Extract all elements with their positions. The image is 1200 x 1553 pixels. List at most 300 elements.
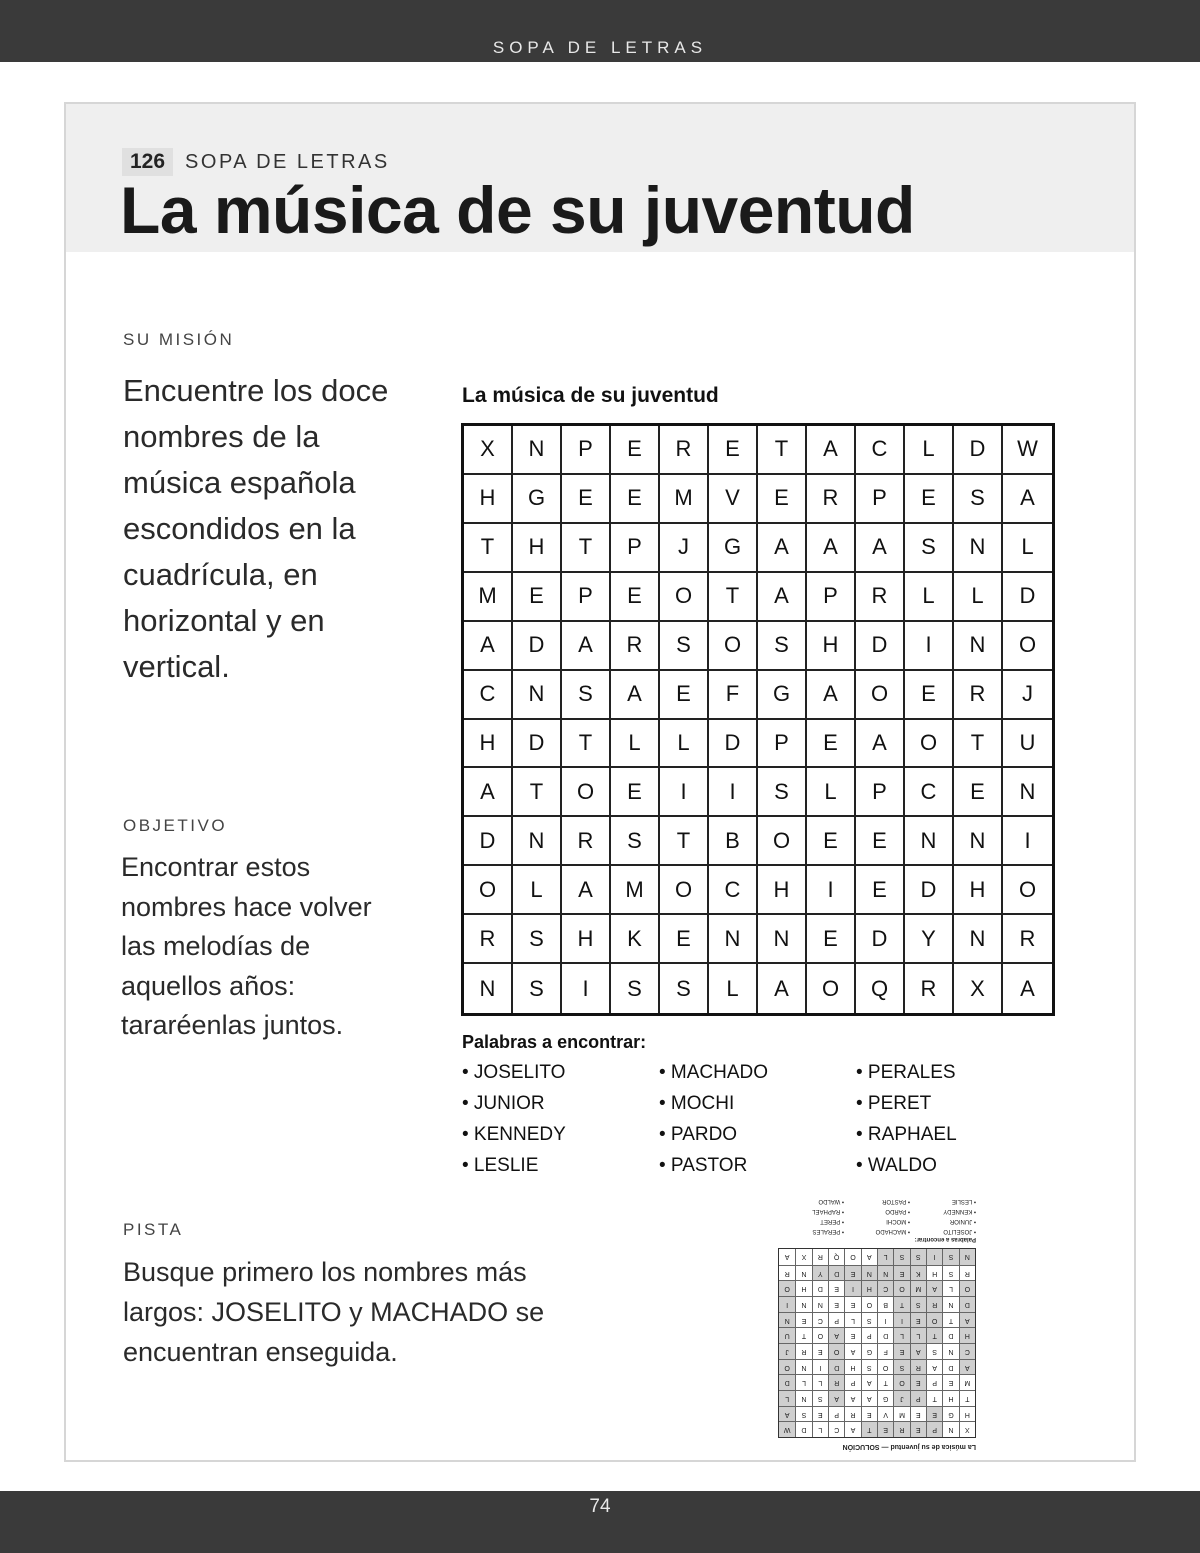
grid-cell[interactable]: O xyxy=(660,573,709,622)
solution-grid-cell: N xyxy=(795,1359,811,1375)
top-bar xyxy=(0,0,1200,62)
grid-cell[interactable]: E xyxy=(562,475,611,524)
word-list-item: • MOCHI xyxy=(659,1093,735,1114)
grid-cell[interactable]: N xyxy=(905,817,954,866)
page-number: 74 xyxy=(589,1496,611,1517)
grid-cell[interactable]: L xyxy=(807,768,856,817)
hint-label: PISTA xyxy=(123,1220,184,1239)
solution-grid-cell: N xyxy=(795,1265,811,1281)
grid-cell[interactable]: P xyxy=(807,573,856,622)
solution-grid-cell: T xyxy=(795,1327,811,1343)
solution-grid-cell: A xyxy=(959,1312,975,1328)
grid-cell[interactable]: P xyxy=(562,573,611,622)
solution-grid-cell: A xyxy=(844,1421,860,1437)
solution-word-item: • MOCHI xyxy=(886,1218,910,1224)
solution-grid-cell: W xyxy=(779,1421,795,1437)
grid-cell[interactable]: E xyxy=(611,475,660,524)
grid-cell[interactable]: A xyxy=(856,720,905,769)
solution-grid-cell: A xyxy=(861,1390,877,1406)
solution-word-item: • MACHADO xyxy=(875,1228,910,1234)
grid-cell[interactable]: E xyxy=(611,768,660,817)
grid-cell[interactable]: L xyxy=(954,573,1003,622)
solution-grid-cell: R xyxy=(779,1265,795,1281)
solution-grid-cell: S xyxy=(861,1312,877,1328)
grid-cell[interactable]: S xyxy=(758,622,807,671)
grid-cell[interactable]: A xyxy=(758,964,807,1013)
solution-grid-cell: S xyxy=(861,1359,877,1375)
solution-word-list xyxy=(772,1194,976,1234)
solution-grid-cell: H xyxy=(926,1265,942,1281)
grid-cell[interactable]: G xyxy=(758,671,807,720)
grid-cell[interactable]: W xyxy=(1003,426,1052,475)
grid-cell[interactable]: S xyxy=(513,915,562,964)
solution-word-item: • LESLIE xyxy=(951,1198,976,1204)
solution-grid-cell: E xyxy=(844,1296,860,1312)
word-list-item: • PERET xyxy=(856,1093,932,1114)
grid-cell[interactable]: X xyxy=(954,964,1003,1013)
grid-cell[interactable]: R xyxy=(1003,915,1052,964)
solution-word-item: • JUNIOR xyxy=(949,1218,976,1224)
grid-cell[interactable]: L xyxy=(611,720,660,769)
grid-cell[interactable]: E xyxy=(905,475,954,524)
solution-grid-cell: I xyxy=(779,1296,795,1312)
solution-grid-cell: R xyxy=(893,1421,909,1437)
word-list-item: • PERALES xyxy=(856,1062,956,1083)
solution-grid-cell: O xyxy=(926,1312,942,1328)
grid-cell[interactable]: R xyxy=(611,622,660,671)
solution-grid-cell: B xyxy=(877,1296,893,1312)
grid-cell[interactable]: S xyxy=(660,622,709,671)
grid-cell[interactable]: T xyxy=(513,768,562,817)
solution-grid-cell: G xyxy=(942,1406,958,1422)
solution-grid-cell: N xyxy=(861,1265,877,1281)
grid-cell[interactable]: N xyxy=(513,426,562,475)
solution-grid-cell: Y xyxy=(812,1265,828,1281)
solution-grid-cell: H xyxy=(861,1280,877,1296)
grid-cell[interactable]: A xyxy=(1003,475,1052,524)
grid-cell[interactable]: T xyxy=(562,524,611,573)
grid-cell[interactable]: S xyxy=(611,817,660,866)
grid-cell[interactable]: V xyxy=(709,475,758,524)
grid-cell[interactable]: E xyxy=(856,817,905,866)
grid-cell[interactable]: L xyxy=(905,426,954,475)
grid-cell[interactable]: I xyxy=(905,622,954,671)
grid-cell[interactable]: D xyxy=(513,622,562,671)
grid-cell[interactable]: H xyxy=(464,720,513,769)
solution-grid-cell: M xyxy=(959,1374,975,1390)
grid-cell[interactable]: N xyxy=(1003,768,1052,817)
solution-grid-cell: K xyxy=(910,1265,926,1281)
solution-grid-cell: O xyxy=(861,1296,877,1312)
grid-cell[interactable]: A xyxy=(758,573,807,622)
grid-cell[interactable]: I xyxy=(1003,817,1052,866)
grid-cell[interactable]: S xyxy=(905,524,954,573)
solution-grid-cell: H xyxy=(844,1359,860,1375)
solution-grid-cell: A xyxy=(844,1390,860,1406)
grid-cell[interactable]: N xyxy=(954,915,1003,964)
grid-cell[interactable]: O xyxy=(562,768,611,817)
solution-grid-cell: D xyxy=(828,1265,844,1281)
solution-word-list-heading: Palabras a encontrar: xyxy=(914,1236,976,1242)
grid-cell[interactable]: A xyxy=(464,622,513,671)
grid-cell[interactable]: R xyxy=(562,817,611,866)
grid-cell[interactable]: N xyxy=(709,915,758,964)
grid-cell[interactable]: A xyxy=(807,671,856,720)
grid-cell[interactable]: T xyxy=(562,720,611,769)
solution-grid-cell: A xyxy=(861,1374,877,1390)
grid-cell[interactable]: N xyxy=(513,671,562,720)
solution-grid-cell: C xyxy=(828,1421,844,1437)
word-list-item: • MACHADO xyxy=(659,1062,769,1083)
grid-cell[interactable]: D xyxy=(464,817,513,866)
solution-grid-cell: D xyxy=(959,1296,975,1312)
grid-cell[interactable]: H xyxy=(954,866,1003,915)
solution-grid-cell: N xyxy=(942,1343,958,1359)
mission-text: Encuentre los doce nombres de la música española escondidos en la cuadrícula, en horizontal y en vertical. xyxy=(123,373,389,684)
grid-cell[interactable]: I xyxy=(660,768,709,817)
grid-cell[interactable]: L xyxy=(1003,524,1052,573)
hint-text: Busque primero los nombres más largos: JOSELITO y MACHADO se encuentran enseguida. xyxy=(123,1257,545,1367)
grid-cell[interactable]: P xyxy=(856,475,905,524)
solution-grid-cell: H xyxy=(942,1390,958,1406)
grid-cell[interactable]: L xyxy=(709,964,758,1013)
grid-cell[interactable]: O xyxy=(905,720,954,769)
solution-grid-cell: N xyxy=(942,1421,958,1437)
solution-grid-cell: R xyxy=(844,1406,860,1422)
grid-cell[interactable]: D xyxy=(1003,573,1052,622)
solution-grid-cell: E xyxy=(893,1265,909,1281)
solution-panel xyxy=(772,1188,976,1450)
grid-cell[interactable]: I xyxy=(709,768,758,817)
solution-grid-cell: S xyxy=(910,1249,926,1265)
solution-grid-cell: T xyxy=(877,1374,893,1390)
solution-grid-cell: M xyxy=(910,1280,926,1296)
solution-grid-cell: E xyxy=(926,1406,942,1422)
solution-grid-cell: R xyxy=(926,1296,942,1312)
grid-cell[interactable]: P xyxy=(758,720,807,769)
grid-cell[interactable]: D xyxy=(856,915,905,964)
grid-cell[interactable]: S xyxy=(954,475,1003,524)
solution-grid-cell: L xyxy=(910,1327,926,1343)
grid-cell[interactable]: N xyxy=(954,817,1003,866)
grid-cell[interactable]: D xyxy=(905,866,954,915)
solution-grid-cell: E xyxy=(877,1421,893,1437)
solution-grid-cell: P xyxy=(861,1327,877,1343)
puzzle-number: 126 xyxy=(122,148,173,176)
grid-cell[interactable]: C xyxy=(709,866,758,915)
grid-cell[interactable]: S xyxy=(660,964,709,1013)
grid-cell[interactable]: E xyxy=(611,573,660,622)
grid-cell[interactable]: L xyxy=(905,573,954,622)
grid-cell[interactable]: N xyxy=(513,817,562,866)
grid-cell[interactable]: S xyxy=(513,964,562,1013)
solution-grid-cell: X xyxy=(795,1249,811,1265)
solution-grid-cell: O xyxy=(893,1374,909,1390)
grid-cell[interactable]: M xyxy=(611,866,660,915)
solution-grid-cell: H xyxy=(795,1280,811,1296)
grid-cell[interactable]: O xyxy=(660,866,709,915)
grid-cell[interactable]: R xyxy=(464,915,513,964)
solution-grid-cell: N xyxy=(942,1296,958,1312)
solution-grid-cell: A xyxy=(844,1343,860,1359)
solution-grid-cell: L xyxy=(779,1390,795,1406)
solution-word-item: • WALDO xyxy=(818,1198,844,1204)
grid-cell[interactable]: N xyxy=(954,622,1003,671)
solution-grid-cell: I xyxy=(893,1312,909,1328)
solution-word-item: • JOSELITO xyxy=(943,1228,976,1234)
grid-cell[interactable]: H xyxy=(562,915,611,964)
word-list-item: • LESLIE xyxy=(462,1155,539,1176)
word-list-item: • JOSELITO xyxy=(462,1062,566,1083)
solution-grid-cell: T xyxy=(926,1327,942,1343)
solution-grid-cell: N xyxy=(795,1296,811,1312)
word-list-item: • RAPHAEL xyxy=(856,1124,957,1145)
solution-grid-cell: E xyxy=(910,1374,926,1390)
grid-cell[interactable]: J xyxy=(1003,671,1052,720)
solution-grid-cell: D xyxy=(942,1327,958,1343)
objective-label: OBJETIVO xyxy=(123,816,228,835)
grid-cell[interactable]: K xyxy=(611,915,660,964)
grid-cell[interactable]: A xyxy=(856,524,905,573)
grid-cell[interactable]: R xyxy=(660,426,709,475)
grid-cell[interactable]: E xyxy=(758,475,807,524)
grid-cell[interactable]: N xyxy=(758,915,807,964)
grid-cell[interactable]: A xyxy=(807,524,856,573)
grid-cell[interactable]: H xyxy=(513,524,562,573)
solution-word-item: • PASTOR xyxy=(882,1198,910,1204)
word-list-heading: Palabras a encontrar: xyxy=(462,1032,647,1052)
solution-grid-cell: M xyxy=(893,1406,909,1422)
solution-grid-cell: G xyxy=(861,1343,877,1359)
solution-grid-cell: S xyxy=(926,1343,942,1359)
grid-cell[interactable]: B xyxy=(709,817,758,866)
solution-grid-cell: E xyxy=(893,1343,909,1359)
solution-grid-cell: C xyxy=(812,1312,828,1328)
grid-cell[interactable]: A xyxy=(562,866,611,915)
grid-cell[interactable]: P xyxy=(562,426,611,475)
grid-cell[interactable]: E xyxy=(807,915,856,964)
page-header xyxy=(66,104,1134,252)
grid-cell[interactable]: T xyxy=(464,524,513,573)
solution-grid-cell: E xyxy=(910,1312,926,1328)
solution-grid-cell: T xyxy=(942,1312,958,1328)
solution-grid-cell: E xyxy=(861,1406,877,1422)
solution-grid-cell: A xyxy=(959,1359,975,1375)
solution-grid-cell: P xyxy=(926,1421,942,1437)
grid-cell[interactable]: A xyxy=(758,524,807,573)
solution-grid-cell: R xyxy=(828,1374,844,1390)
solution-grid-cell: C xyxy=(959,1343,975,1359)
solution-grid-cell: T xyxy=(926,1390,942,1406)
grid-cell[interactable]: Q xyxy=(856,964,905,1013)
grid-cell[interactable]: R xyxy=(954,671,1003,720)
solution-grid-cell: L xyxy=(942,1280,958,1296)
bottom-bar xyxy=(0,1491,1200,1553)
grid-cell[interactable]: Y xyxy=(905,915,954,964)
solution-grid-cell: E xyxy=(942,1374,958,1390)
grid-cell[interactable]: I xyxy=(562,964,611,1013)
solution-grid-cell: D xyxy=(812,1280,828,1296)
grid-cell[interactable]: C xyxy=(856,426,905,475)
solution-grid-cell: N xyxy=(795,1390,811,1406)
grid-cell[interactable]: C xyxy=(905,768,954,817)
grid-cell[interactable]: E xyxy=(709,426,758,475)
grid-cell[interactable]: R xyxy=(905,964,954,1013)
grid-cell[interactable]: A xyxy=(562,622,611,671)
grid-cell[interactable]: E xyxy=(807,720,856,769)
solution-grid-cell: T xyxy=(959,1390,975,1406)
grid-cell[interactable]: D xyxy=(709,720,758,769)
grid-cell[interactable]: E xyxy=(856,866,905,915)
grid-cell[interactable]: M xyxy=(464,573,513,622)
word-list xyxy=(462,1062,1062,1186)
grid-cell[interactable]: P xyxy=(611,524,660,573)
grid-cell[interactable]: P xyxy=(856,768,905,817)
grid-cell[interactable]: H xyxy=(807,622,856,671)
solution-grid-cell: I xyxy=(812,1359,828,1375)
grid-cell[interactable]: O xyxy=(807,964,856,1013)
solution-grid-cell: T xyxy=(893,1296,909,1312)
solution-grid-cell: I xyxy=(926,1249,942,1265)
solution-grid-cell: L xyxy=(812,1374,828,1390)
solution-grid-cell: L xyxy=(812,1421,828,1437)
solution-word-item: • PARDO xyxy=(885,1208,910,1214)
solution-grid-cell: T xyxy=(861,1421,877,1437)
grid-cell[interactable]: G xyxy=(513,475,562,524)
grid-cell[interactable]: E xyxy=(954,768,1003,817)
grid-cell[interactable]: S xyxy=(758,768,807,817)
grid-cell[interactable]: H xyxy=(464,475,513,524)
grid-cell[interactable]: O xyxy=(709,622,758,671)
puzzle-page-frame xyxy=(64,102,1136,1462)
solution-grid-cell: A xyxy=(861,1249,877,1265)
puzzle-title: La música de su juventud xyxy=(462,384,719,407)
grid-cell[interactable]: A xyxy=(1020,975,1035,1001)
grid-cell[interactable]: U xyxy=(1003,720,1052,769)
solution-grid-cell: A xyxy=(926,1359,942,1375)
grid-cell[interactable]: E xyxy=(611,426,660,475)
solution-word-item: • PERET xyxy=(820,1218,844,1224)
solution-grid-cell: R xyxy=(959,1265,975,1281)
grid-cell[interactable]: D xyxy=(954,426,1003,475)
word-list-item: • JUNIOR xyxy=(462,1093,545,1114)
word-list-item: • KENNEDY xyxy=(462,1124,566,1145)
grid-cell[interactable]: E xyxy=(660,915,709,964)
grid-cell[interactable]: E xyxy=(513,573,562,622)
solution-grid-cell: E xyxy=(844,1265,860,1281)
solution-grid xyxy=(778,1248,976,1438)
grid-cell[interactable]: E xyxy=(660,671,709,720)
grid-cell[interactable]: A xyxy=(464,768,513,817)
grid-cell[interactable]: G xyxy=(709,524,758,573)
grid-cell[interactable]: O xyxy=(464,866,513,915)
grid-cell[interactable]: N xyxy=(954,524,1003,573)
solution-grid-cell: D xyxy=(877,1327,893,1343)
solution-grid-cell: A xyxy=(828,1390,844,1406)
grid-cell[interactable]: O xyxy=(856,671,905,720)
solution-grid-cell: U xyxy=(779,1327,795,1343)
grid-cell[interactable]: T xyxy=(758,426,807,475)
grid-cell[interactable]: S xyxy=(611,964,660,1013)
solution-grid-cell: N xyxy=(959,1249,975,1265)
grid-cell[interactable]: L xyxy=(513,866,562,915)
grid-cell[interactable]: N xyxy=(464,964,513,1013)
solution-grid-cell: E xyxy=(844,1327,860,1343)
solution-grid-cell: A xyxy=(910,1343,926,1359)
solution-title: La música de su juventud — SOLUCIÓN xyxy=(842,1443,976,1450)
solution-grid-cell: L xyxy=(877,1249,893,1265)
solution-grid-cell: E xyxy=(910,1421,926,1437)
word-list-item: • PASTOR xyxy=(659,1155,748,1176)
grid-cell[interactable]: S xyxy=(562,671,611,720)
grid-cell[interactable]: L xyxy=(660,720,709,769)
solution-grid-cell: S xyxy=(795,1406,811,1422)
solution-grid-cell: Q xyxy=(828,1249,844,1265)
grid-cell[interactable]: D xyxy=(513,720,562,769)
solution-grid-cell: J xyxy=(779,1343,795,1359)
solution-grid-cell: S xyxy=(942,1265,958,1281)
solution-grid-cell: P xyxy=(844,1374,860,1390)
grid-cell[interactable]: H xyxy=(758,866,807,915)
grid-cell[interactable]: O xyxy=(1003,866,1052,915)
solution-grid-cell: S xyxy=(942,1249,958,1265)
grid-cell[interactable]: M xyxy=(660,475,709,524)
grid-cell[interactable]: A xyxy=(807,426,856,475)
solution-grid-cell: E xyxy=(812,1343,828,1359)
solution-grid-cell: O xyxy=(844,1249,860,1265)
word-list-item: • PARDO xyxy=(659,1124,738,1145)
solution-grid-cell: H xyxy=(959,1406,975,1422)
solution-grid-cell: A xyxy=(926,1280,942,1296)
grid-cell[interactable]: J xyxy=(660,524,709,573)
grid-cell[interactable]: X xyxy=(464,426,513,475)
grid-cell[interactable]: T xyxy=(954,720,1003,769)
solution-grid-cell: A xyxy=(828,1327,844,1343)
solution-grid-cell: O xyxy=(779,1280,795,1296)
solution-grid-cell: R xyxy=(795,1343,811,1359)
grid-cell[interactable]: E xyxy=(905,671,954,720)
solution-grid-cell: S xyxy=(893,1249,909,1265)
solution-grid-cell: S xyxy=(893,1359,909,1375)
grid-cell[interactable]: T xyxy=(709,573,758,622)
solution-grid-cell: I xyxy=(877,1312,893,1328)
grid-cell[interactable]: T xyxy=(660,817,709,866)
grid-cell[interactable]: F xyxy=(709,671,758,720)
grid-cell[interactable]: C xyxy=(464,671,513,720)
solution-grid-cell: F xyxy=(877,1343,893,1359)
solution-grid-cell: L xyxy=(795,1374,811,1390)
grid-cell[interactable]: I xyxy=(807,866,856,915)
grid-cell[interactable]: E xyxy=(807,817,856,866)
grid-cell[interactable]: O xyxy=(1003,622,1052,671)
solution-grid-cell: P xyxy=(926,1374,942,1390)
grid-cell[interactable]: R xyxy=(856,573,905,622)
solution-grid-cell: O xyxy=(877,1359,893,1375)
word-search-grid xyxy=(461,423,1055,1016)
solution-grid-cell: I xyxy=(844,1280,860,1296)
grid-cell[interactable]: R xyxy=(807,475,856,524)
grid-cell[interactable]: A xyxy=(611,671,660,720)
solution-grid-cell: L xyxy=(844,1312,860,1328)
grid-cell[interactable]: D xyxy=(856,622,905,671)
objective-text: Encontrar estos nombres hace volver las melodías de aquellos años: tararéenlas juntos. xyxy=(121,852,372,1040)
grid-cell[interactable]: O xyxy=(758,817,807,866)
solution-grid-cell: G xyxy=(877,1390,893,1406)
solution-grid-cell: E xyxy=(795,1312,811,1328)
solution-word-item: • KENNEDY xyxy=(943,1208,976,1214)
solution-grid-cell: C xyxy=(877,1280,893,1296)
solution-grid-cell: O xyxy=(893,1280,909,1296)
